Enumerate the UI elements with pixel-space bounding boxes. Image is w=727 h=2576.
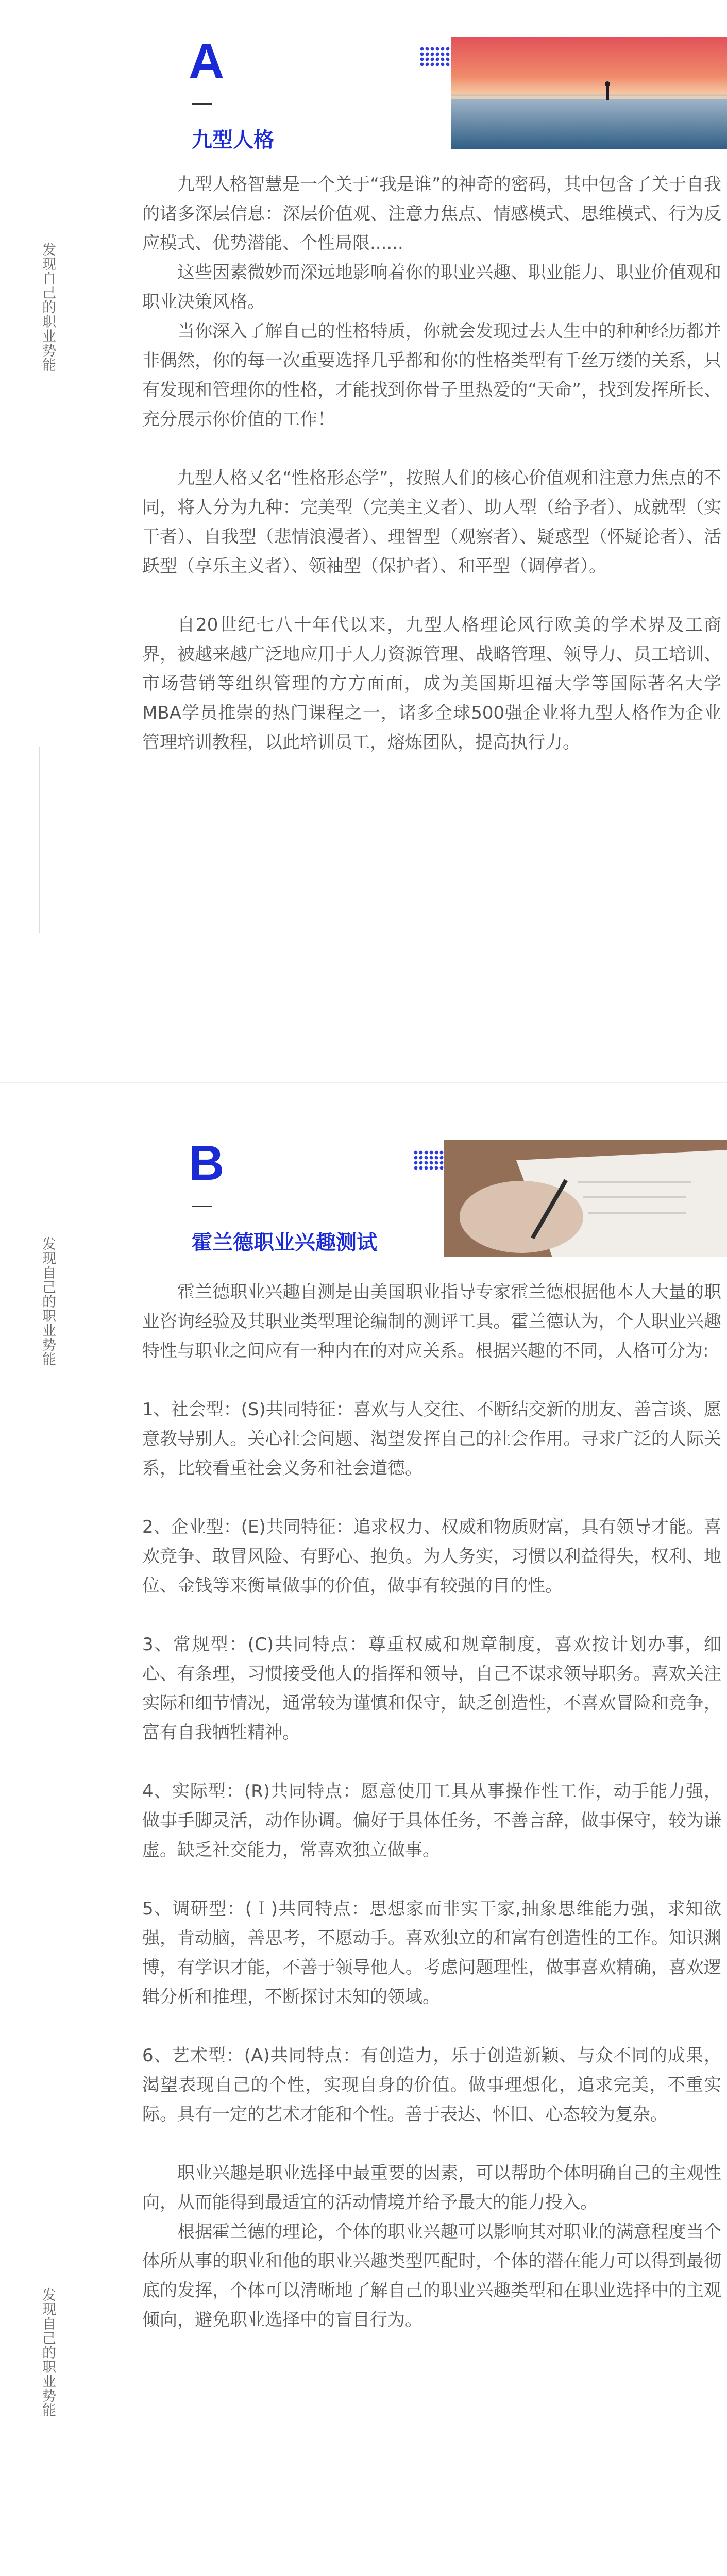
section-b-type-item: 4、实际型：(R)共同特点：愿意使用工具从事操作性工作，动手能力强，做事手脚灵活，动作协调。偏好于具体任务，不善言辞，做事保守，较为谦虚。缺乏社交能力，常喜欢独立做事。 xyxy=(142,1781,721,1860)
section-a-letter: A xyxy=(189,34,225,89)
section-b-type-item: 3、常规型：(C)共同特点：尊重权威和规章制度，喜欢按计划办事，细心、有条理，习惯接受他人的指挥和领导，自己不谋求领导职务。喜欢关注实际和细节情况，通常较为谨慎和保守，缺乏创造性，不喜欢冒险和竞争，富有自我牺牲精神。 xyxy=(142,1634,721,1743)
section-b-type-item: 5、调研型：(Ｉ)共同特点：思想家而非实干家,抽象思维能力强，求知欲强，肯动脑，善思考，不愿动手。喜欢独立的和富有创造性的工作。知识渊博，有学识才能，不善于领导他人。考虑问题理性，做事喜欢精确，喜欢逻辑分析和推理，不断探讨未知的领域。 xyxy=(142,1899,721,2007)
side-label-b: 发现自己的职业势能 xyxy=(40,1236,56,1366)
section-a-paragraph: 自20世纪七八十年代以来，九型人格理论风行欧美的学术界及工商界，被越来越广泛地应用于人力资源管理、战略管理、领导力、员工培训、市场营销等组织管理的方方面面，成为美国斯坦福大学等国际著名大学MBA学员推崇的热门课程之一，诸多全球500强企业将九型人格作为企业管理培训教程，以此培训员工，熔炼团队，提高执行力。 xyxy=(142,615,721,753)
section-a-paragraph: 九型人格又名“性格形态学”，按照人们的核心价值观和注意力焦点的不同，将人分为九种：完美型（完美主义者）、助人型（给予者）、成就型（实干者）、自我型（悲情浪漫者）、理智型（观察者）、疑惑型（怀疑论者）、活跃型（享乐主义者）、领袖型（保护者）、和平型（调停者）。 xyxy=(142,468,721,577)
section-b-type-item: 2、企业型：(E)共同特征：追求权力、权威和物质财富，具有领导才能。喜欢竞争、敢冒风险、有野心、抱负。为人务实，习惯以利益得失，权利、地位、金钱等来衡量做事的价值，做事有较强的目的性。 xyxy=(142,1517,721,1596)
section-a-dash xyxy=(192,103,212,105)
side-label-c: 发现自己的职业势能 xyxy=(40,2287,56,2417)
section-b-outro: 根据霍兰德的理论，个体的职业兴趣可以影响其对职业的满意程度当个体所从事的职业和他的职业兴趣类型匹配时，个体的潜在能力可以得到最彻底的发挥，个体可以清晰地了解自己的职业兴趣类型和在职业选择中的主观倾向，避免职业选择中的盲目行为。 xyxy=(142,2222,721,2330)
sunset-photo xyxy=(451,37,727,149)
section-a-paragraph: 当你深入了解自己的性格特质，你就会发现过去人生中的种种经历都并非偶然，你的每一次重要选择几乎都和你的性格类型有千丝万缕的关系，只有发现和管理你的性格，才能找到你骨子里热爱的“天命”，找到发挥所长、充分展示你价值的工作！ xyxy=(142,321,721,430)
section-b-type-item: 6、艺术型：(A)共同特点：有创造力，乐于创造新颖、与众不同的成果，渴望表现自己的个性，实现自身的价值。做事理想化，追求完美，不重实际。具有一定的艺术才能和个性。善于表达、怀旧、心态较为复杂。 xyxy=(142,2045,721,2125)
section-b-body xyxy=(142,1278,721,2335)
section-a-paragraph: 这些因素微妙而深远地影响着你的职业兴趣、职业能力、职业价值观和职业决策风格。 xyxy=(142,262,721,312)
section-b-title: 霍兰德职业兴趣测试 xyxy=(192,1231,377,1255)
section-a-paragraph: 九型人格智慧是一个关于“我是谁”的神奇的密码，其中包含了关于自我的诸多深层信息：深层价值观、注意力焦点、情感模式、思维模式、行为反应模式、优势潜能、个性局限...... xyxy=(142,174,721,253)
writing-photo xyxy=(444,1140,727,1257)
section-b-type-item: 1、社会型：(S)共同特征：喜欢与人交往、不断结交新的朋友、善言谈、愿意教导别人。关心社会问题、渴望发挥自己的社会作用。寻求广泛的人际关系，比较看重社会义务和社会道德。 xyxy=(142,1399,721,1479)
section-a-body xyxy=(142,170,721,757)
side-label-a: 发现自己的职业势能 xyxy=(40,242,56,372)
section-divider xyxy=(0,1082,727,1083)
side-divider-a xyxy=(39,747,40,933)
section-a-title: 九型人格 xyxy=(192,128,274,152)
section-b-dash xyxy=(192,1206,212,1207)
section-b-letter: B xyxy=(189,1136,225,1191)
section-b-intro: 霍兰德职业兴趣自测是由美国职业指导专家霍兰德根据他本人大量的职业咨询经验及其职业类型理论编制的测评工具。霍兰德认为，个人职业兴趣特性与职业之间应有一种内在的对应关系。根据兴趣的不同，人格可分为: xyxy=(142,1282,721,1361)
section-b-outro: 职业兴趣是职业选择中最重要的因素，可以帮助个体明确自己的主观性向，从而能得到最适宜的活动情境并给予最大的能力投入。 xyxy=(142,2163,721,2213)
